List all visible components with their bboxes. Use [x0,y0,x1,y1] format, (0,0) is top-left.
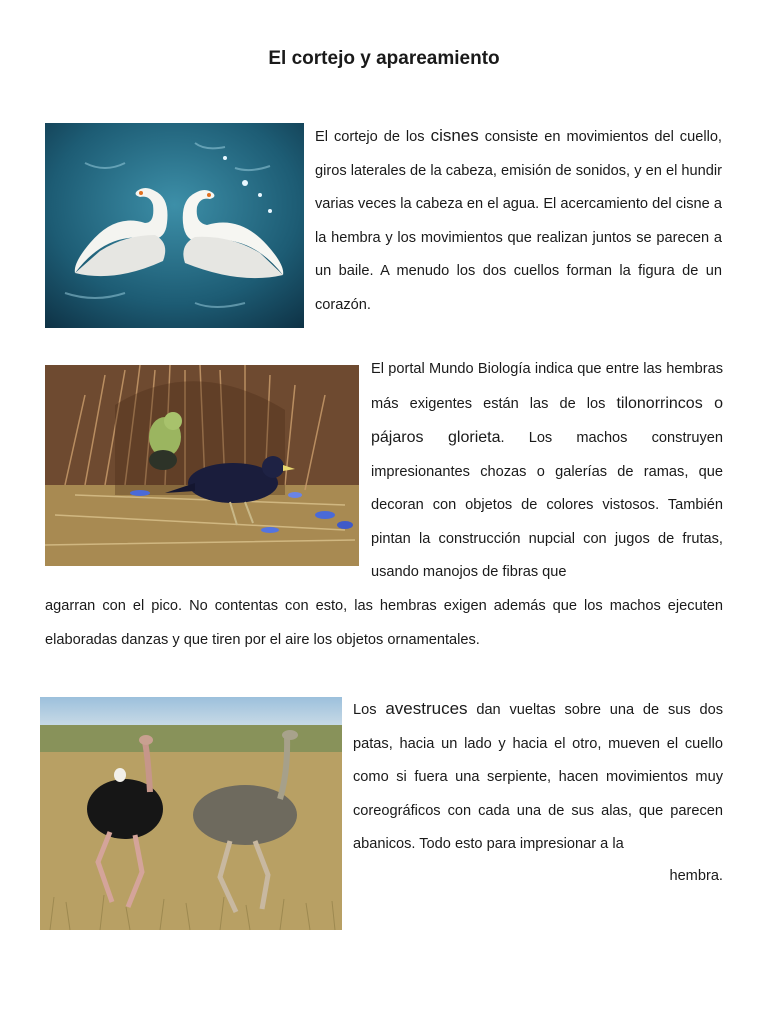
swans-photo [45,123,304,328]
keyword-tilonorrincos: tilonorrincos o pájaros glorieta [371,394,724,446]
bowerbird-paragraph: El portal Mundo Biología indica que entre las hembras más exigentes están las de los tilonorrincos o pájaros glorieta. Los machos construyen impresionantes chozas o galerías de ramas, que decoran con objetos de colores vistosos. También pintan la construcción nupcial con jugos de frutas, usando manojos de fibras que [371,361,724,580]
ostrich-paragraph: Los avestruces dan vueltas sobre una de sus dos patas, hacia un lado y hacia el otro, mueven el cuello como si fuera una serpiente, hacen movimientos muy coreográficos con cada una de sus alas, que parecen abanicos. Todo esto para impresionar a la [353,699,723,852]
swans-paragraph: El cortejo de los cisnes consiste en movimientos del cuello, giros laterales de la cabeza, emisión de sonidos, y en el hundir varias veces la cabeza en el agua. El acercamiento del cisne a la hembra y los movimientos que realizan juntos se parecen a un baile. A menudo los dos cuellos forman la figura de un corazón. [315,126,722,313]
keyword-cisnes: cisnes [430,126,479,145]
bowerbird-photo [45,365,359,566]
ostrich-photo [40,697,342,930]
page-title: El cortejo y apareamiento [268,48,500,69]
ostrich-last-line: hembra. [669,868,723,884]
keyword-avestruces: avestruces [385,699,468,718]
bowerbird-continuation: agarran con el pico. No contentas con esto, las hembras exigen además que los machos ejecuten elaboradas danzas y que tiren por el aire los objetos ornamentales. [45,598,723,648]
